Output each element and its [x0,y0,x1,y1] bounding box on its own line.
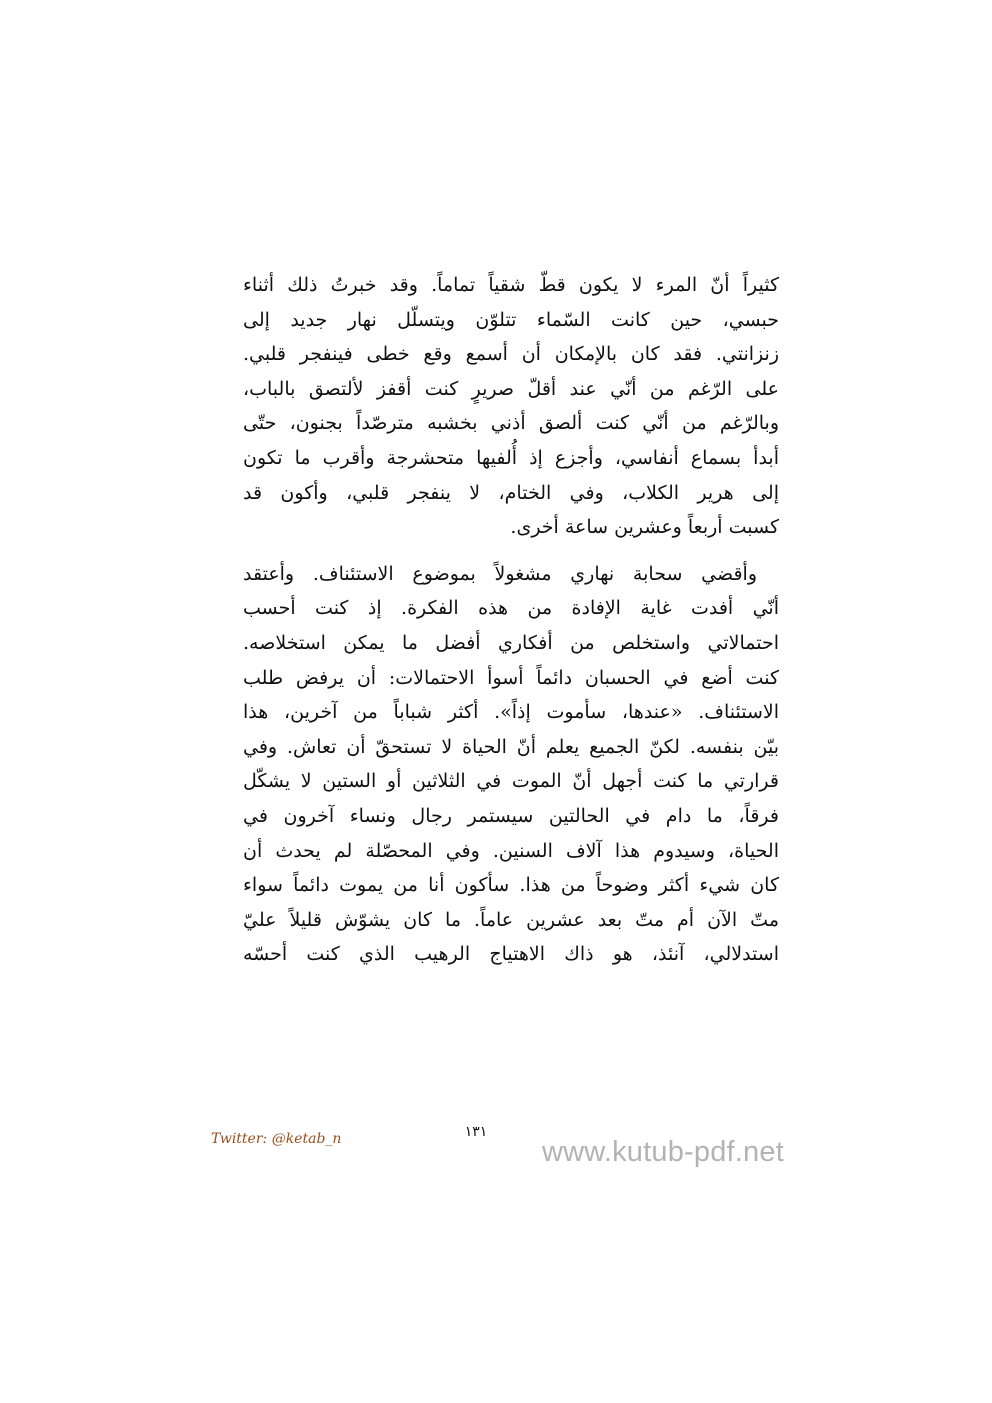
text-line: وأقضي سحابة نهاري مشغولاً بموضوع الاستئناف. وأعتقد [243,562,757,585]
text-line: إلى هرير الكلاب، وفي الختام، لا ينفجر قلبي، وأكون قد [243,481,779,504]
page-number: ١٣١ [464,1124,488,1140]
text-line: كسبت أربعاً وعشرين ساعة أخرى. [510,516,779,539]
text-line: كان شيء أكثر وضوحاً من هذا. سأكون أنا من يموت دائماً سواء [243,874,779,897]
text-line: كثيراً أنّ المرء لا يكون قطّ شقياً تماماً. وقد خبرتُ ذلك أثناء [243,274,779,296]
text-line: الاستئناف. «عندها، سأموت إذاً». أكثر شباباً من آخرين، هذا [243,701,779,724]
paragraph-1 [243,268,779,545]
text-line: أنّي أفدت غاية الإفادة من هذه الفكرة. إذ كنت أحسب [243,597,779,620]
paragraph-2 [243,557,779,972]
text-line: قرارتي ما كنت أجهل أنّ الموت في الثلاثين أو الستين لا يشكّل [243,770,779,793]
watermark-url: www.kutub-pdf.net [542,1136,784,1168]
text-line: على الرّغم من أنّي عند أقلّ صريرٍ كنت أقفز لألتصق بالباب، [243,377,779,400]
text-line: الحياة، وسيدوم هذا آلاف السنين. وفي المحصّلة لم يحدث أن [243,839,779,862]
text-line: متّ الآن أم متّ بعد عشرين عاماً. ما كان يشوّش قليلاً عليّ [243,908,779,931]
text-line: استدلالي، آنئذ، هو ذاك الاهتياج الرهيب الذي كنت أحسّه [243,943,779,966]
text-line: وبالرّغم من أنّي كنت ألصق أذني بخشبه مترصّداً بجنون، حتّى [243,412,779,435]
text-line: حبسي، حين كانت السّماء تتلوّن ويتسلّل نهار جديد إلى [243,308,779,331]
text-line: فرقاً، ما دام في الحالتين سيستمر رجال ونساء آخرون في [243,804,779,827]
text-line: كنت أضع في الحسبان دائماً أسوأ الاحتمالات: أن يرفض طلب [243,666,779,689]
text-line: أبدأ بسماع أنفاسي، وأجزع إذ أُلفيها متحشرجة وأقرب ما تكون [243,446,779,469]
twitter-handle: Twitter: @ketab_n [211,1131,342,1147]
book-page-body [243,268,779,972]
text-line: احتمالاتي واستخلص من أفكاري أفضل ما يمكن استخلاصه. [243,631,779,654]
text-line: زنزانتي. فقد كان بالإمكان أن أسمع وقع خطى فينفجر قلبي. [243,343,779,366]
text-line: بيّن بنفسه. لكنّ الجميع يعلم أنّ الحياة لا تستحقّ أن تعاش. وفي [243,735,779,758]
